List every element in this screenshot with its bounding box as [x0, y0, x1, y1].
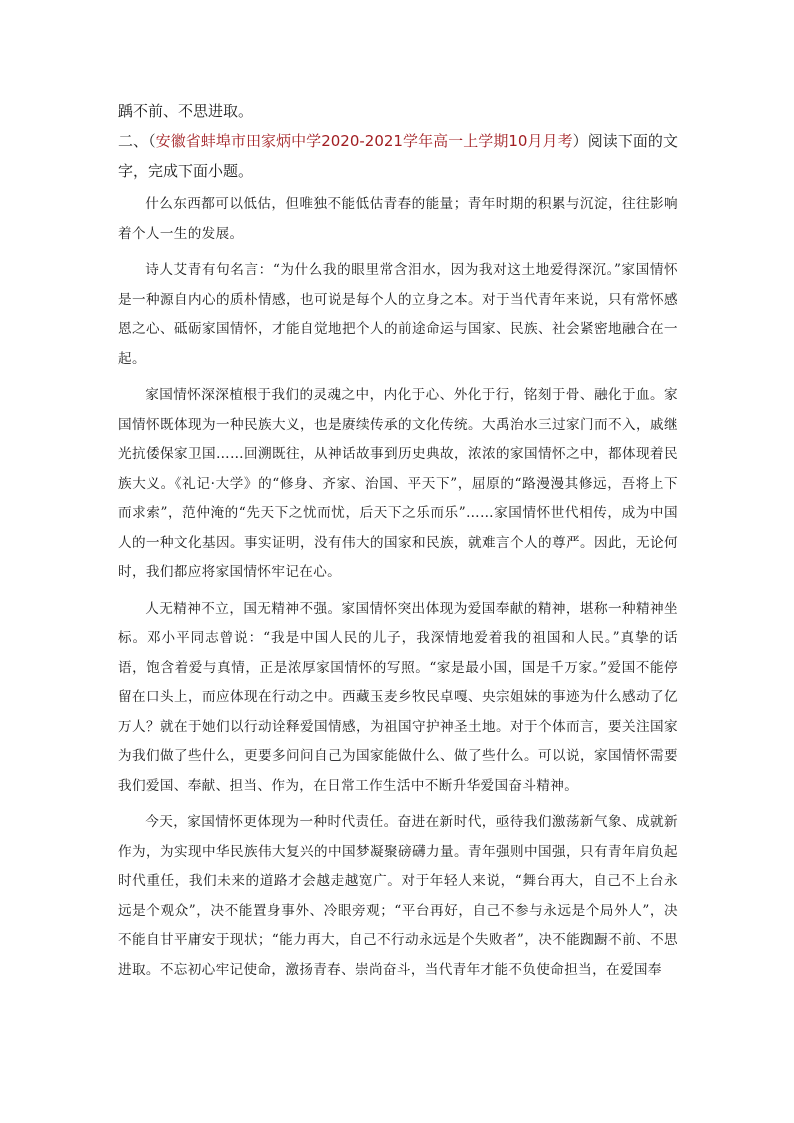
paragraph-1: 什么东西都可以低估，但唯独不能低估青春的能量；青年时期的积累与沉淀，往往影响着个人一生的发展。: [118, 196, 678, 242]
question-instruction: ）阅读下面的文字，完成下面小题。: [118, 132, 678, 180]
paragraph-3: 家国情怀深深植根于我们的灵魂之中，内化于心、外化于行，铭刻于骨、融化于血。家国情怀既体现为一种民族大义，也是赓续传承的文化传统。大禹治水三过家门而不入，戚继光抗倭保家卫国……回溯既往，从神话故事到历史典故，浓浓的家国情怀之中，都体现着民族大义。《礼记·大学》的“修身、齐家、治国、平天下”，屈原的“路漫漫其修远，吾将上下而求索”，范仲淹的“先天下之忧而忧，后天下之乐而乐”……家国情怀世代相传，成为中国人的一种文化基因。事实证明，没有伟大的国家和民族，就难言个人的尊严。因此，无论何时，我们都应将家国情怀牢记在心。: [118, 387, 678, 580]
paragraph-4: 人无精神不立，国无精神不强。家国情怀突出体现为爱国奉献的精神，堪称一种精神坐标。邓小平同志曾说：“我是中国人民的儿子，我深情地爱着我的祖国和人民。”真挚的话语，饱含着爱与真情，正是浓厚家国情怀的写照。“家是最小国，国是千万家。”爱国不能停留在口头上，而应体现在行动之中。西藏玉麦乡牧民卓嘎、央宗姐妹的事迹为什么感动了亿万人？就在于她们以行动诠释爱国情感，为祖国守护神圣土地。对于个体而言，要关注国家为我们做了些什么，更要多问问自己为国家能做什么、做了些什么。可以说，家国情怀需要我们爱国、奉献、担当、作为，在日常工作生活中不断升华爱国奋斗精神。: [118, 600, 678, 794]
paragraph-2: 诗人艾青有句名言：“为什么我的眼里常含泪水，因为我对这土地爱得深沉。”家国情怀是一种源自内心的质朴情感，也可说是每个人的立身之本。对于当代青年来说，只有常怀感恩之心、砥砺家国情怀，才能自觉地把个人的前途命运与国家、民族、社会紧密地融合在一起。: [118, 262, 678, 367]
question-source: 安徽省蚌埠市田家炳中学2020-2021学年高一上学期10月月考: [155, 132, 573, 150]
question-heading: [118, 126, 678, 186]
paragraph-5: 今天，家国情怀更体现为一种时代责任。奋进在新时代，亟待我们激荡新气象、成就新作为，为实现中华民族伟大复兴的中国梦凝聚磅礴力量。青年强则中国强，只有青年肩负起时代重任，我们未来的道路才会越走越宽广。对于年轻人来说，“舞台再大，自己不上台永远是个观众”，决不能置身事外、冷眼旁观；“平台再好，自己不参与永远是个局外人”，决不能自甘平庸安于现状；“能力再大，自己不行动永远是个失败者”，决不能踟蹰不前、不思进取。不忘初心牢记使命，激扬青春、崇尚奋斗，当代青年才能不负使命担当，在爱国奉: [118, 814, 678, 978]
question-prefix: 二、（: [118, 132, 156, 150]
previous-page-continuation: 踽不前、不思进取。: [118, 102, 254, 120]
